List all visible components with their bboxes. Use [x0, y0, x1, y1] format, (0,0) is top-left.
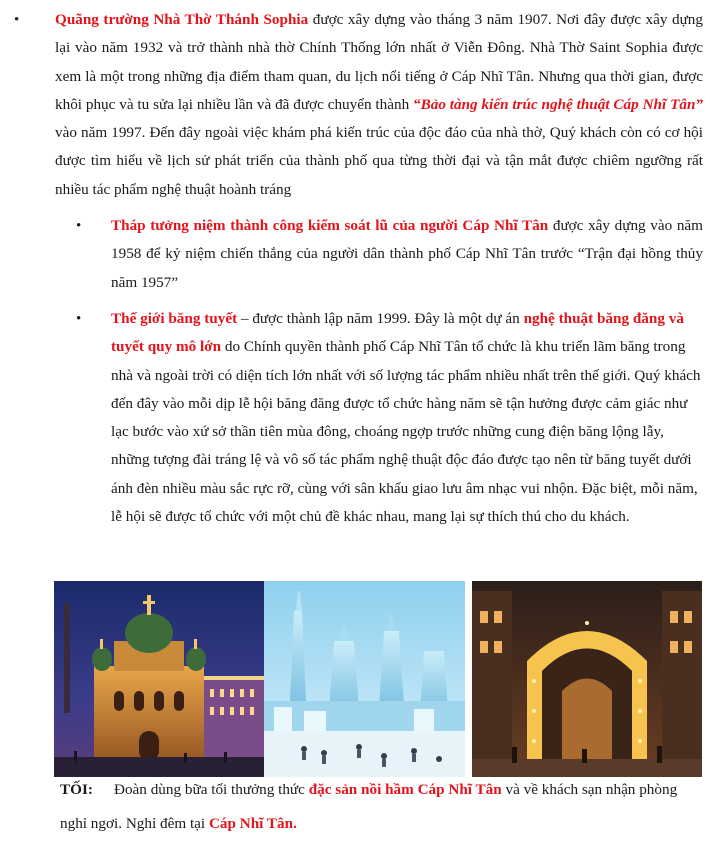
item-title: Quãng trường Nhà Thờ Thánh Sophia [55, 11, 309, 28]
schedule-highlight: đặc sản nồi hầm Cáp Nhĩ Tân [308, 781, 502, 798]
illuminated-arch-street-photo [472, 581, 702, 777]
list-item-flood-memorial [111, 212, 703, 297]
list-item-ice-snow-world [111, 305, 703, 531]
item-title: Tháp tưởng niệm thành công kiểm soát lũ của người Cáp Nhĩ Tân [111, 217, 549, 234]
schedule-label: TỐI: [60, 781, 93, 798]
item-highlight: “Bảo tàng kiến trúc nghệ thuật Cáp Nhĩ Tân” [413, 95, 703, 113]
item-text: được xây dựng vào năm 1958 để kỷ niệm chiến thắng của người dân thành phố Cáp Nhĩ Tân trước “Trận đại hồng thủy năm 1957” [111, 217, 703, 291]
item-text: được xây dựng vào tháng 3 năm 1907. Nơi đây được xây dựng lại vào năm 1932 và trở thành nhà thờ Chính Thống lớn nhất ở Viễn Đông. Nhà Thờ Saint Sophia được xem là một trong những địa điểm tham quan, du lịch nổi tiếng ở Cáp Nhĩ Tân. Nhưng qua thời gian, được khôi phục và tu sửa lại nhiều lần và đã được chuyển thành [55, 11, 703, 113]
list-item-sophia-square [55, 6, 703, 204]
evening-schedule [60, 773, 700, 841]
bullet-marker: • [76, 311, 82, 327]
bullet-marker: • [14, 12, 20, 28]
paragraph [111, 305, 703, 531]
paragraph [111, 212, 703, 297]
item-text: vào năm 1997. Đến đây ngoài việc khám phá kiến trúc của độc đáo của nhà thờ, Quý khách còn có cơ hội được tìm hiểu về lịch sử phát triển của thành phố qua từng thời đại và tận mắt được chiêm ngưỡng rất nhiều tác phẩm nghệ thuật hoành tráng [55, 124, 703, 198]
schedule-text: và về khách sạn nhận phòng nghỉ ngơi. Nghỉ đêm tại [60, 781, 678, 832]
paragraph [55, 6, 703, 204]
item-text: – được thành lập năm 1999. Đây là một dự án [237, 310, 524, 327]
item-highlight: nghệ thuật băng đăng và tuyết quy mô lớn [111, 310, 684, 356]
ice-castle-photo [264, 581, 465, 777]
cathedral-night-photo [54, 581, 264, 777]
schedule-highlight: Cáp Nhĩ Tân. [208, 815, 297, 832]
schedule-text: Đoàn dùng bữa tối thưởng thức [114, 781, 309, 798]
item-text: do Chính quyền thành phố Cáp Nhĩ Tân tổ chức là khu triển lãm băng trong nhà và ngoài trời có diện tích lớn nhất với số lượng tác phẩm nhiều nhất trên thế giới. Quý khách đến đây vào mỗi dịp lễ hội băng đăng được tổ chức hàng năm sẽ tận hưởng được cảm giác như lạc bước vào xứ sở thần tiên mùa đông, choáng ngợp trước những cung điện băng lộng lẫy, những tượng đài tráng lệ và vô số tác phẩm nghệ thuật độc đáo được tạo nên từ băng tuyết dưới ánh đèn nhiều màu sắc rực rỡ, cùng với sân khấu giao lưu âm nhạc vui nhộn. Đặc biệt, mỗi năm, lễ hội sẽ được tổ chức với một chủ đề khác nhau, mang lại sự thích thú cho du khách. [111, 338, 701, 526]
item-title: Thế giới băng tuyết [111, 310, 238, 327]
bullet-marker: • [76, 218, 82, 234]
